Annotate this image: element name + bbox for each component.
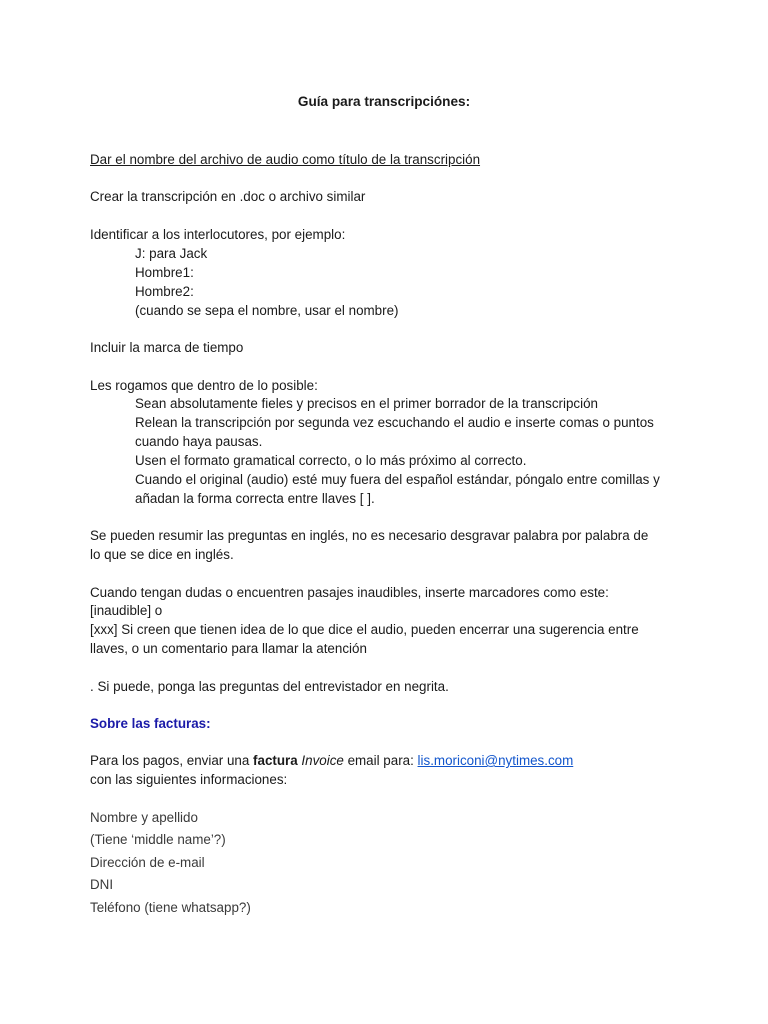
speaker-example: Hombre1:	[135, 265, 194, 280]
instruction-filename: Dar el nombre del archivo de audio como título de la transcripción	[90, 152, 481, 167]
invoice-email-link[interactable]: lis.moriconi@nytimes.com	[417, 753, 574, 768]
english-note-line: lo que se dice en inglés.	[90, 547, 234, 562]
invoice-heading: Sobre las facturas:	[90, 716, 211, 731]
invoice-field: DNI	[90, 877, 114, 892]
request-line: Cuando el original (audio) esté muy fuera del español estándar, póngalo entre comillas y	[135, 472, 660, 487]
request-line: Usen el formato gramatical correcto, o lo más próximo al correcto.	[135, 453, 527, 468]
document-title: Guía para transcripciónes:	[297, 94, 471, 109]
instruction-format: Crear la transcripción en .doc o archivo similar	[90, 189, 366, 204]
invoice-factura-bold: factura	[253, 753, 298, 768]
inaudible-note-line: [xxx] Si creen que tienen idea de lo que dice el audio, pueden encerrar una sugerencia entre	[90, 622, 639, 637]
instruction-speakers-intro: Identificar a los interlocutores, por ejemplo:	[90, 227, 346, 242]
invoice-payment-line	[90, 752, 573, 770]
invoice-email-label: email para:	[343, 753, 418, 768]
invoice-payment-text: Para los pagos, enviar una	[90, 753, 254, 768]
invoice-invoice-italic: Invoice	[301, 753, 344, 768]
request-line: Sean absolutamente fieles y precisos en el primer borrador de la transcripción	[135, 396, 598, 411]
instruction-timestamp: Incluir la marca de tiempo	[90, 340, 244, 355]
invoice-field: Teléfono (tiene whatsapp?)	[90, 900, 251, 915]
inaudible-note-line: Cuando tengan dudas o encuentren pasajes inaudibles, inserte marcadores como este:	[90, 585, 609, 600]
request-line: añadan la forma correcta entre llaves [ ].	[135, 491, 375, 506]
inaudible-note-line: llaves, o un comentario para llamar la atención	[90, 641, 367, 656]
speaker-example: Hombre2:	[135, 284, 194, 299]
request-line: cuando haya pausas.	[135, 434, 263, 449]
invoice-field: Nombre y apellido	[90, 810, 198, 825]
speaker-example: (cuando se sepa el nombre, usar el nombre)	[135, 303, 399, 318]
invoice-field: (Tiene ‘middle name’?)	[90, 832, 226, 847]
invoice-field: Dirección de e-mail	[90, 855, 205, 870]
inaudible-note-line: [inaudible] o	[90, 603, 163, 618]
english-note-line: Se pueden resumir las preguntas en inglés, no es necesario desgravar palabra por palabra de	[90, 528, 649, 543]
bold-questions-note: . Si puede, ponga las preguntas del entrevistador en negrita.	[90, 679, 449, 694]
request-line: Relean la transcripción por segunda vez escuchando el audio e inserte comas o puntos	[135, 415, 654, 430]
requests-intro: Les rogamos que dentro de lo posible:	[90, 378, 318, 393]
invoice-info-line: con las siguientes informaciones:	[90, 772, 288, 787]
speaker-example: J: para Jack	[135, 246, 208, 261]
